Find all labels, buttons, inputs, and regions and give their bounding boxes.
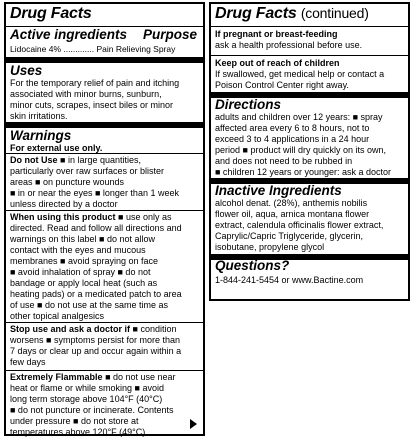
inactive-ingredients-heading: Inactive Ingredients bbox=[215, 183, 342, 198]
divider bbox=[6, 322, 203, 323]
divider bbox=[211, 55, 408, 56]
flammable-label: Extremely Flammable bbox=[10, 372, 103, 382]
flammable-section: Extremely Flammable ■ do not use near heat or flame or while smoking ■ avoid long term storage above 104°F (40°C) ■ do not puncture or incinerate. Contents under pressure ■ do not store at temperatures above 120°F (49°C) bbox=[10, 372, 176, 437]
do-not-use-section: Do not Use ■ in large quantities, particularly over raw surfaces or blister areas ■ on puncture wounds ■ in or near the eyes ■ longer than 1 week unless directed by a doctor bbox=[10, 155, 179, 209]
pregnant-label: If pregnant or breast-feeding bbox=[215, 29, 338, 39]
warnings-heading: Warnings bbox=[10, 128, 72, 143]
divider bbox=[211, 26, 408, 27]
continued-arrow-icon bbox=[190, 419, 197, 429]
keep-out-section: Keep out of reach of children If swallowed, get medical help or contact a Poison Control Center right away. bbox=[215, 58, 405, 91]
ingredient-line: Lidocaine 4% ............. Pain Relieving Spray bbox=[10, 44, 176, 54]
divider bbox=[6, 370, 203, 371]
when-using-section: When using this product ■ use only as directed. Read and follow all directions and warnings on this label ■ do not allow contact with the eyes and mucous membranes ■ avoid spraying on face ■ avoid inhalation of spray ■ do not bandage or apply local heat (such as heating pads) or a medicated patch to area of use ■ do not use at the same time as other topical analgesics bbox=[10, 212, 182, 321]
purpose-heading: Purpose bbox=[142, 27, 197, 42]
directions-heading: Directions bbox=[215, 97, 282, 112]
directions-text: adults and children over 12 years: ■ spray affected area every 6 to 8 hours, not to exceed 3 to 4 applications in a 24 hour period ■ product will dry quickly on its own, and does not need to be rubbed in ■ children 12 years or younger: ask a doctor bbox=[215, 112, 392, 177]
inactive-ingredients-text: alcohol denat. (28%), anthemis nobilis flower oil, aqua, arnica montana flower extract, calendula officinalis flower extract, Caprylic/Capric Triglyceride, glycerin, isobutane, propylene glycol bbox=[215, 198, 384, 252]
pregnant-section: If pregnant or breast-feeding ask a health professional before use. bbox=[215, 29, 405, 51]
divider bbox=[6, 210, 203, 211]
keep-out-label: Keep out of reach of children bbox=[215, 58, 340, 68]
drug-facts-panel-left bbox=[4, 2, 205, 436]
stop-use-section: Stop use and ask a doctor if ■ condition worsens ■ symptoms persist for more than 7 days or clear up and occur again within a few days bbox=[10, 324, 182, 367]
when-using-label: When using this product bbox=[10, 212, 116, 222]
uses-text: For the temporary relief of pain and itching associated with minor burns, sunburn, minor cuts, scrapes, insect biles or minor skin irritations. bbox=[10, 78, 180, 121]
external-use-note: For external use only. bbox=[10, 143, 103, 153]
drug-facts-continued-title: Drug Facts (continued) bbox=[215, 5, 369, 22]
active-ingredients-heading: Active ingredients bbox=[10, 27, 128, 42]
questions-text: 1-844-241-5454 or www.Bactine.com bbox=[215, 275, 364, 285]
uses-heading: Uses bbox=[10, 63, 43, 78]
divider bbox=[6, 153, 203, 154]
drug-facts-panel-right bbox=[209, 2, 410, 301]
do-not-use-label: Do not Use bbox=[10, 155, 58, 165]
questions-heading: Questions? bbox=[215, 258, 290, 273]
stop-use-label: Stop use and ask a doctor if bbox=[10, 324, 131, 334]
drug-facts-title: Drug Facts bbox=[10, 5, 92, 22]
